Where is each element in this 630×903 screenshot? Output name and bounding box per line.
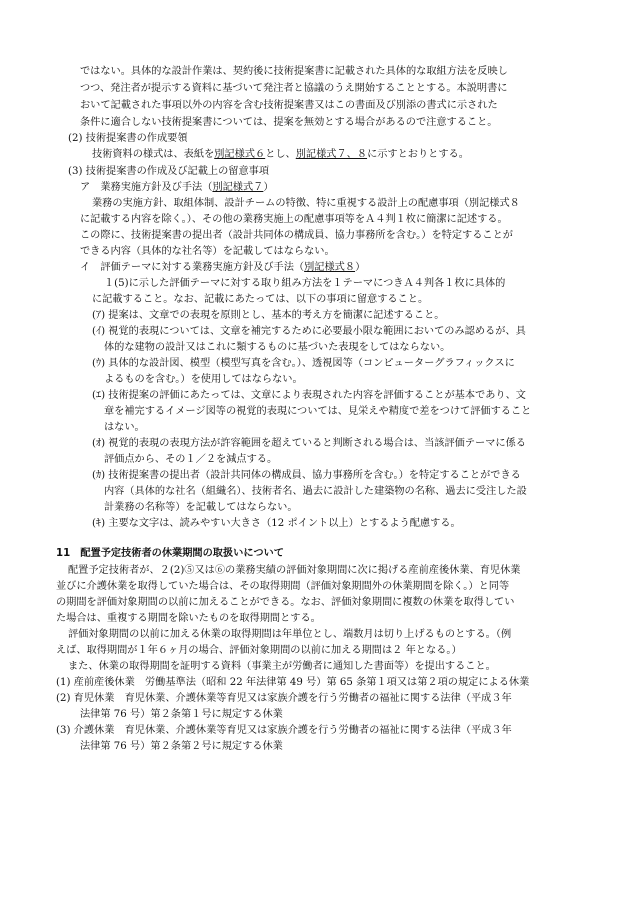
text: ） (263, 182, 274, 193)
list-item: (2) 育児休業 育児休業、介護休業等育児又は家族介護を行う労働者の福祉に関する法律（平成３年 (56, 693, 512, 704)
text: に示すとおりとする。 (367, 149, 469, 160)
list-item-cont: 章を補完するイメージ図等の視覚的表現については、見栄えや精度で差をつけて評価すること (104, 406, 532, 417)
list-item-cont: 法律第 76 号）第２条第１号に規定する休業 (80, 709, 283, 720)
paragraph-line: ではない。具体的な設計作業は、契約後に技術提案書に記載された具体的な取組方法を反映し (80, 66, 508, 77)
underlined-form-ref: 別記様式６ (214, 149, 266, 160)
list-item: (ｷ) 主要な文字は、読みやすい大きさ（12 ポイント以上）とするよう配慮する。 (92, 518, 461, 529)
paragraph-line: に記載する内容を除く。）、その他の業務実施上の配慮事項等をＡ４判１枚に簡潔に記述する。 (80, 214, 508, 225)
paragraph-line: えば、取得期間が１年６ヶ月の場合、評価対象期間の以前に加える期間は２ 年となる。） (56, 645, 462, 656)
section-2-body (92, 149, 469, 161)
paragraph-line: この際に、技術提案書の提出者（設計共同体の構成員、協力事務所を含む。）を特定することが (80, 230, 513, 241)
paragraph-line: １(5)に示した評価テーマに対する取り組み方法を１テーマにつきＡ４判各１枚に具体的 (104, 278, 506, 289)
list-item-cont: 法律第 76 号）第２条第２号に規定する休業 (80, 741, 283, 752)
text: イ 評価テーマに対する業務実施方針及び手法（ (80, 262, 305, 273)
paragraph-line: おいて記載された事項以外の内容を含む技術提案書又はこの書面及び別添の書式に示された (80, 100, 498, 111)
paragraph-line: に記載すること。なお、記載にあたっては、以下の事項に留意すること。 (92, 294, 429, 305)
paragraph-line: つつ、発注者が提示する資料に基づいて発注者と協議のうえ開始することとする。本説明書に (80, 83, 508, 94)
list-item-cont: 評価点から、その１／２を減点する。 (104, 454, 278, 465)
subsection-heading-a (80, 182, 274, 194)
list-item: (3) 介護休業 育児休業、介護休業等育児又は家族介護を行う労働者の福祉に関する法律（平成３年 (56, 725, 512, 736)
list-item-cont: 内容（具体的な社名（組織名）、技術者名、過去に設計した建築物の名称、過去に受注した設 (104, 486, 527, 497)
text: ア 業務実施方針及び手法（ (80, 182, 213, 193)
text: 技術資料の様式は、表紙を (92, 149, 215, 160)
section-heading-3: (3) 技術提案書の作成及び記載上の留意事項 (68, 166, 270, 177)
section-heading-2: (2) 技術提案書の作成要領 (68, 133, 188, 144)
list-item: (ｳ) 具体的な設計図、模型（模型写真を含む。）、透視図等（コンピューターグラフィックスに (92, 358, 515, 369)
list-item: (ｶ) 技術提案書の提出者（設計共同体の構成員、協力事務所を含む。）を特定することができる (92, 470, 521, 481)
list-item-cont: 計業務の名称等）を記載してはならない。 (104, 502, 298, 513)
paragraph-line: できる内容（具体的な社名等）を記載してはならない。 (80, 246, 335, 257)
section-heading-11: 11 配置予定技術者の休業期間の取扱いについて (56, 548, 284, 559)
list-item-cont: 体的な建物の設計又はこれに類するものに基づいた表現をしてはならない。 (104, 342, 451, 353)
subsection-heading-i (80, 262, 365, 274)
underlined-form-ref: 別記様式８ (304, 262, 356, 273)
paragraph-line: 評価対象期間の以前に加える休業の取得期間は年単位とし、端数月は切り上げるものとする。（例 (68, 629, 512, 640)
list-item: (1) 産前産後休業 労働基準法（昭和 22 年法律第 49 号）第 65 条第１項又は第２項の規定による休業 (56, 677, 530, 688)
paragraph-line: また、休業の取得期間を証明する資料（事業主が労働者に通知した書面等）を提出すること。 (68, 661, 496, 672)
paragraph-line: の期間を評価対象期間の以前に加えることができる。なお、評価対象期間に複数の休業を取得してい (56, 597, 515, 608)
paragraph-line: 並びに介護休業を取得していた場合は、その取得期間（評価対象期間外の休業期間を除く。）と同等 (56, 581, 510, 592)
list-item-cont: はない。 (104, 422, 145, 433)
underlined-form-ref: 別記様式７ (212, 182, 264, 193)
underlined-form-ref: 別記様式７、８ (295, 149, 368, 160)
paragraph-line: 業務の実施方針、取組体制、設計チームの特徴、特に重視する設計上の配慮事項（別記様式８ (92, 198, 520, 209)
list-item: (ｴ) 技術提案の評価にあたっては、文章により表現された内容を評価することが基本であり、文 (92, 390, 526, 401)
paragraph-line: 条件に適合しない技術提案書については、提案を無効とする場合があるので注意すること。 (80, 117, 498, 128)
text: とし、 (265, 149, 296, 160)
list-item-cont: よるものを含む。）を使用してはならない。 (104, 374, 303, 385)
paragraph-line: た場合は、重複する期間を除いたものを取得期間とする。 (56, 613, 321, 624)
text: ） (355, 262, 366, 273)
list-item: (ｲ) 視覚的表現については、文章を補完するために必要最小限な範囲においてのみ認めるが、具 (92, 326, 526, 337)
list-item: (ｵ) 視覚的表現の表現方法が許容範囲を超えていると判断される場合は、当該評価テーマに係る (92, 438, 526, 449)
list-item: (ｱ) 提案は、文章での表現を原則とし、基本的考え方を簡潔に記述すること。 (92, 310, 445, 321)
paragraph-line: 配置予定技術者が、２(2)⑤又は⑥の業務実績の評価対象期間に次に掲げる産前産後休業、育児休業 (68, 565, 521, 576)
